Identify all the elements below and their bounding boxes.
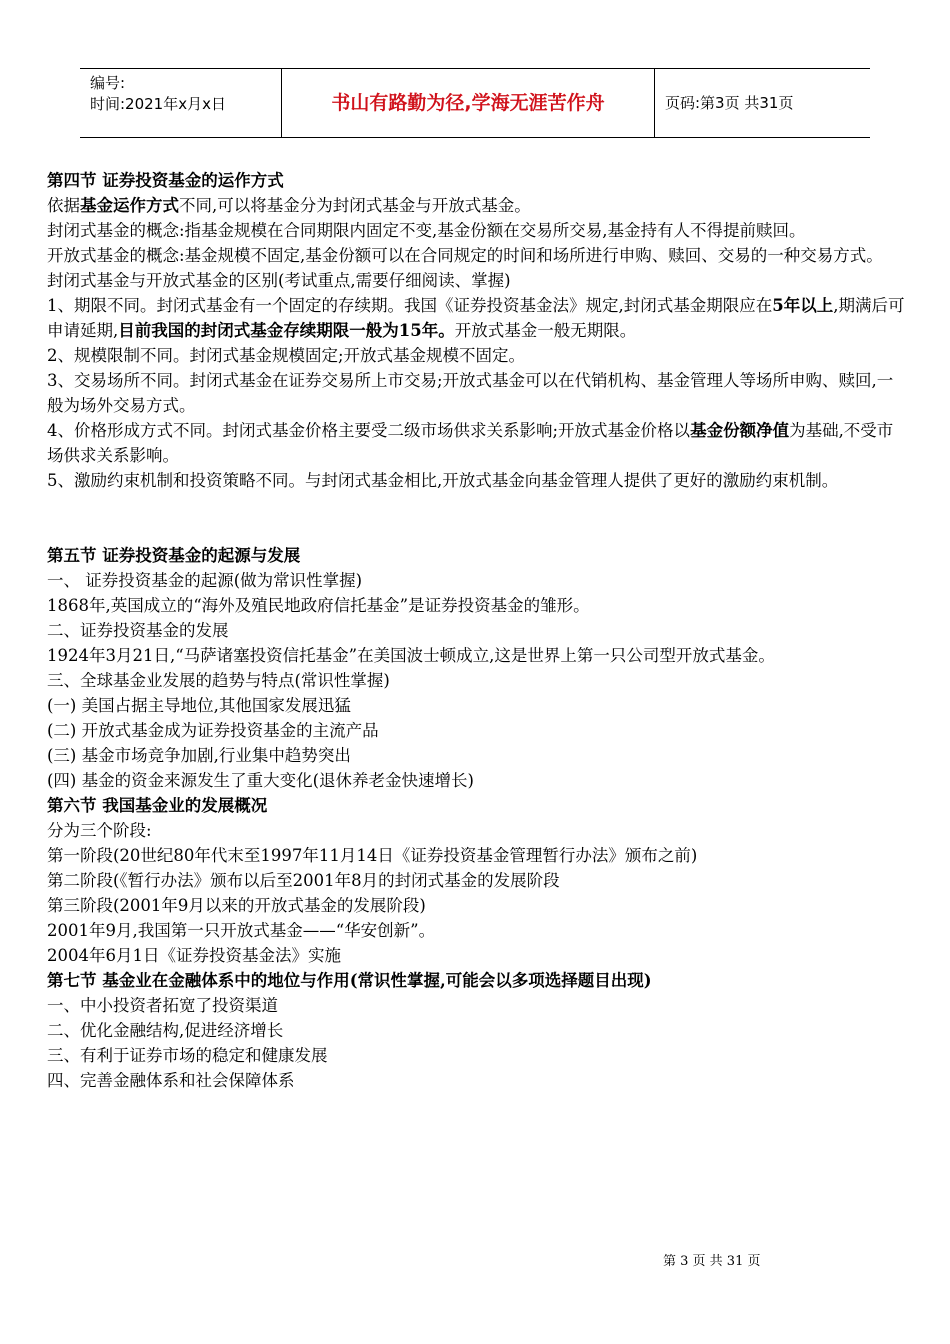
paragraph: 第三阶段(2001年9月以来的开放式基金的发展阶段) xyxy=(47,896,426,915)
paragraph: 2001年9月,我国第一只开放式基金——“华安创新”。 xyxy=(47,921,436,940)
paragraph: 分为三个阶段: xyxy=(47,821,152,840)
paragraph: 二、优化金融结构,促进经济增长 xyxy=(47,1021,284,1040)
paragraph: (二) 开放式基金成为证券投资基金的主流产品 xyxy=(47,721,379,740)
section-title: 第七节 基金业在金融体系中的地位与作用(常识性掌握,可能会以多项选择题目出现) xyxy=(47,971,652,990)
section-title: 第四节 证券投资基金的运作方式 xyxy=(47,171,284,190)
paragraph: 1924年3月21日,“马萨诸塞投资信托基金”在美国波士顿成立,这是世界上第一只公司型开放式基金。 xyxy=(47,646,775,665)
paragraph: (一) 美国占据主导地位,其他国家发展迅猛 xyxy=(47,696,351,715)
section-title: 第五节 证券投资基金的起源与发展 xyxy=(47,546,301,565)
paragraph: 一、 证券投资基金的起源(做为常识性掌握) xyxy=(47,571,363,590)
section-title: 第六节 我国基金业的发展概况 xyxy=(47,796,268,815)
paragraph: 封闭式基金与开放式基金的区别(考试重点,需要仔细阅读、掌握) xyxy=(47,271,511,290)
paragraph: 一、中小投资者拓宽了投资渠道 xyxy=(47,996,278,1015)
paragraph: (四) 基金的资金来源发生了重大变化(退休养老金快速增长) xyxy=(47,771,474,790)
paragraph: 1、期限不同。封闭式基金有一个固定的存续期。我国《证券投资基金法》规定,封闭式基金期限应在5年以上,期满后可申请延期,目前我国的封闭式基金存续期限一般为15年。开放式基金一般无期限。 xyxy=(47,296,905,340)
header-motto: 书山有路勤为径,学海无涯苦作舟 xyxy=(282,69,655,137)
document-body xyxy=(47,168,907,1093)
page-header xyxy=(80,68,870,138)
paragraph: 依据基金运作方式不同,可以将基金分为封闭式基金与开放式基金。 xyxy=(47,196,531,215)
paragraph: (三) 基金市场竞争加剧,行业集中趋势突出 xyxy=(47,746,351,765)
paragraph: 3、交易场所不同。封闭式基金在证券交易所上市交易;开放式基金可以在代销机构、基金管理人等场所申购、赎回,一般为场外交易方式。 xyxy=(47,371,894,415)
paragraph: 1868年,英国成立的“海外及殖民地政府信托基金”是证券投资基金的雏形。 xyxy=(47,596,590,615)
paragraph: 2、规模限制不同。封闭式基金规模固定;开放式基金规模不固定。 xyxy=(47,346,526,365)
paragraph: 四、完善金融体系和社会保障体系 xyxy=(47,1071,295,1090)
header-page-info: 页码:第3页 共31页 xyxy=(665,94,794,112)
paragraph: 开放式基金的概念:基金规模不固定,基金份额可以在合同规定的时间和场所进行申购、赎回、交易的一种交易方式。 xyxy=(47,246,883,265)
time-label: 时间:2021年x月x日 xyxy=(90,95,226,113)
paragraph: 三、全球基金业发展的趋势与特点(常识性掌握) xyxy=(47,671,390,690)
paragraph: 封闭式基金的概念:指基金规模在合同期限内固定不变,基金份额在交易所交易,基金持有人不得提前赎回。 xyxy=(47,221,806,240)
paragraph: 2004年6月1日《证券投资基金法》实施 xyxy=(47,946,341,965)
header-meta xyxy=(80,69,282,137)
paragraph: 三、有利于证券市场的稳定和健康发展 xyxy=(47,1046,328,1065)
paragraph: 二、证券投资基金的发展 xyxy=(47,621,229,640)
spacer xyxy=(47,493,907,543)
paragraph: 4、价格形成方式不同。封闭式基金价格主要受二级市场供求关系影响;开放式基金价格以基金份额净值为基础,不受市场供求关系影响。 xyxy=(47,421,894,465)
paragraph: 第二阶段(《暂行办法》颁布以后至2001年8月的封闭式基金的发展阶段 xyxy=(47,871,560,890)
paragraph: 5、激励约束机制和投资策略不同。与封闭式基金相比,开放式基金向基金管理人提供了更好的激励约束机制。 xyxy=(47,471,839,490)
page-footer: 第 3 页 共 31 页 xyxy=(663,1254,761,1269)
paragraph: 第一阶段(20世纪80年代末至1997年11月14日《证券投资基金管理暂行办法》颁布之前) xyxy=(47,846,698,865)
number-label: 编号: xyxy=(90,74,126,92)
